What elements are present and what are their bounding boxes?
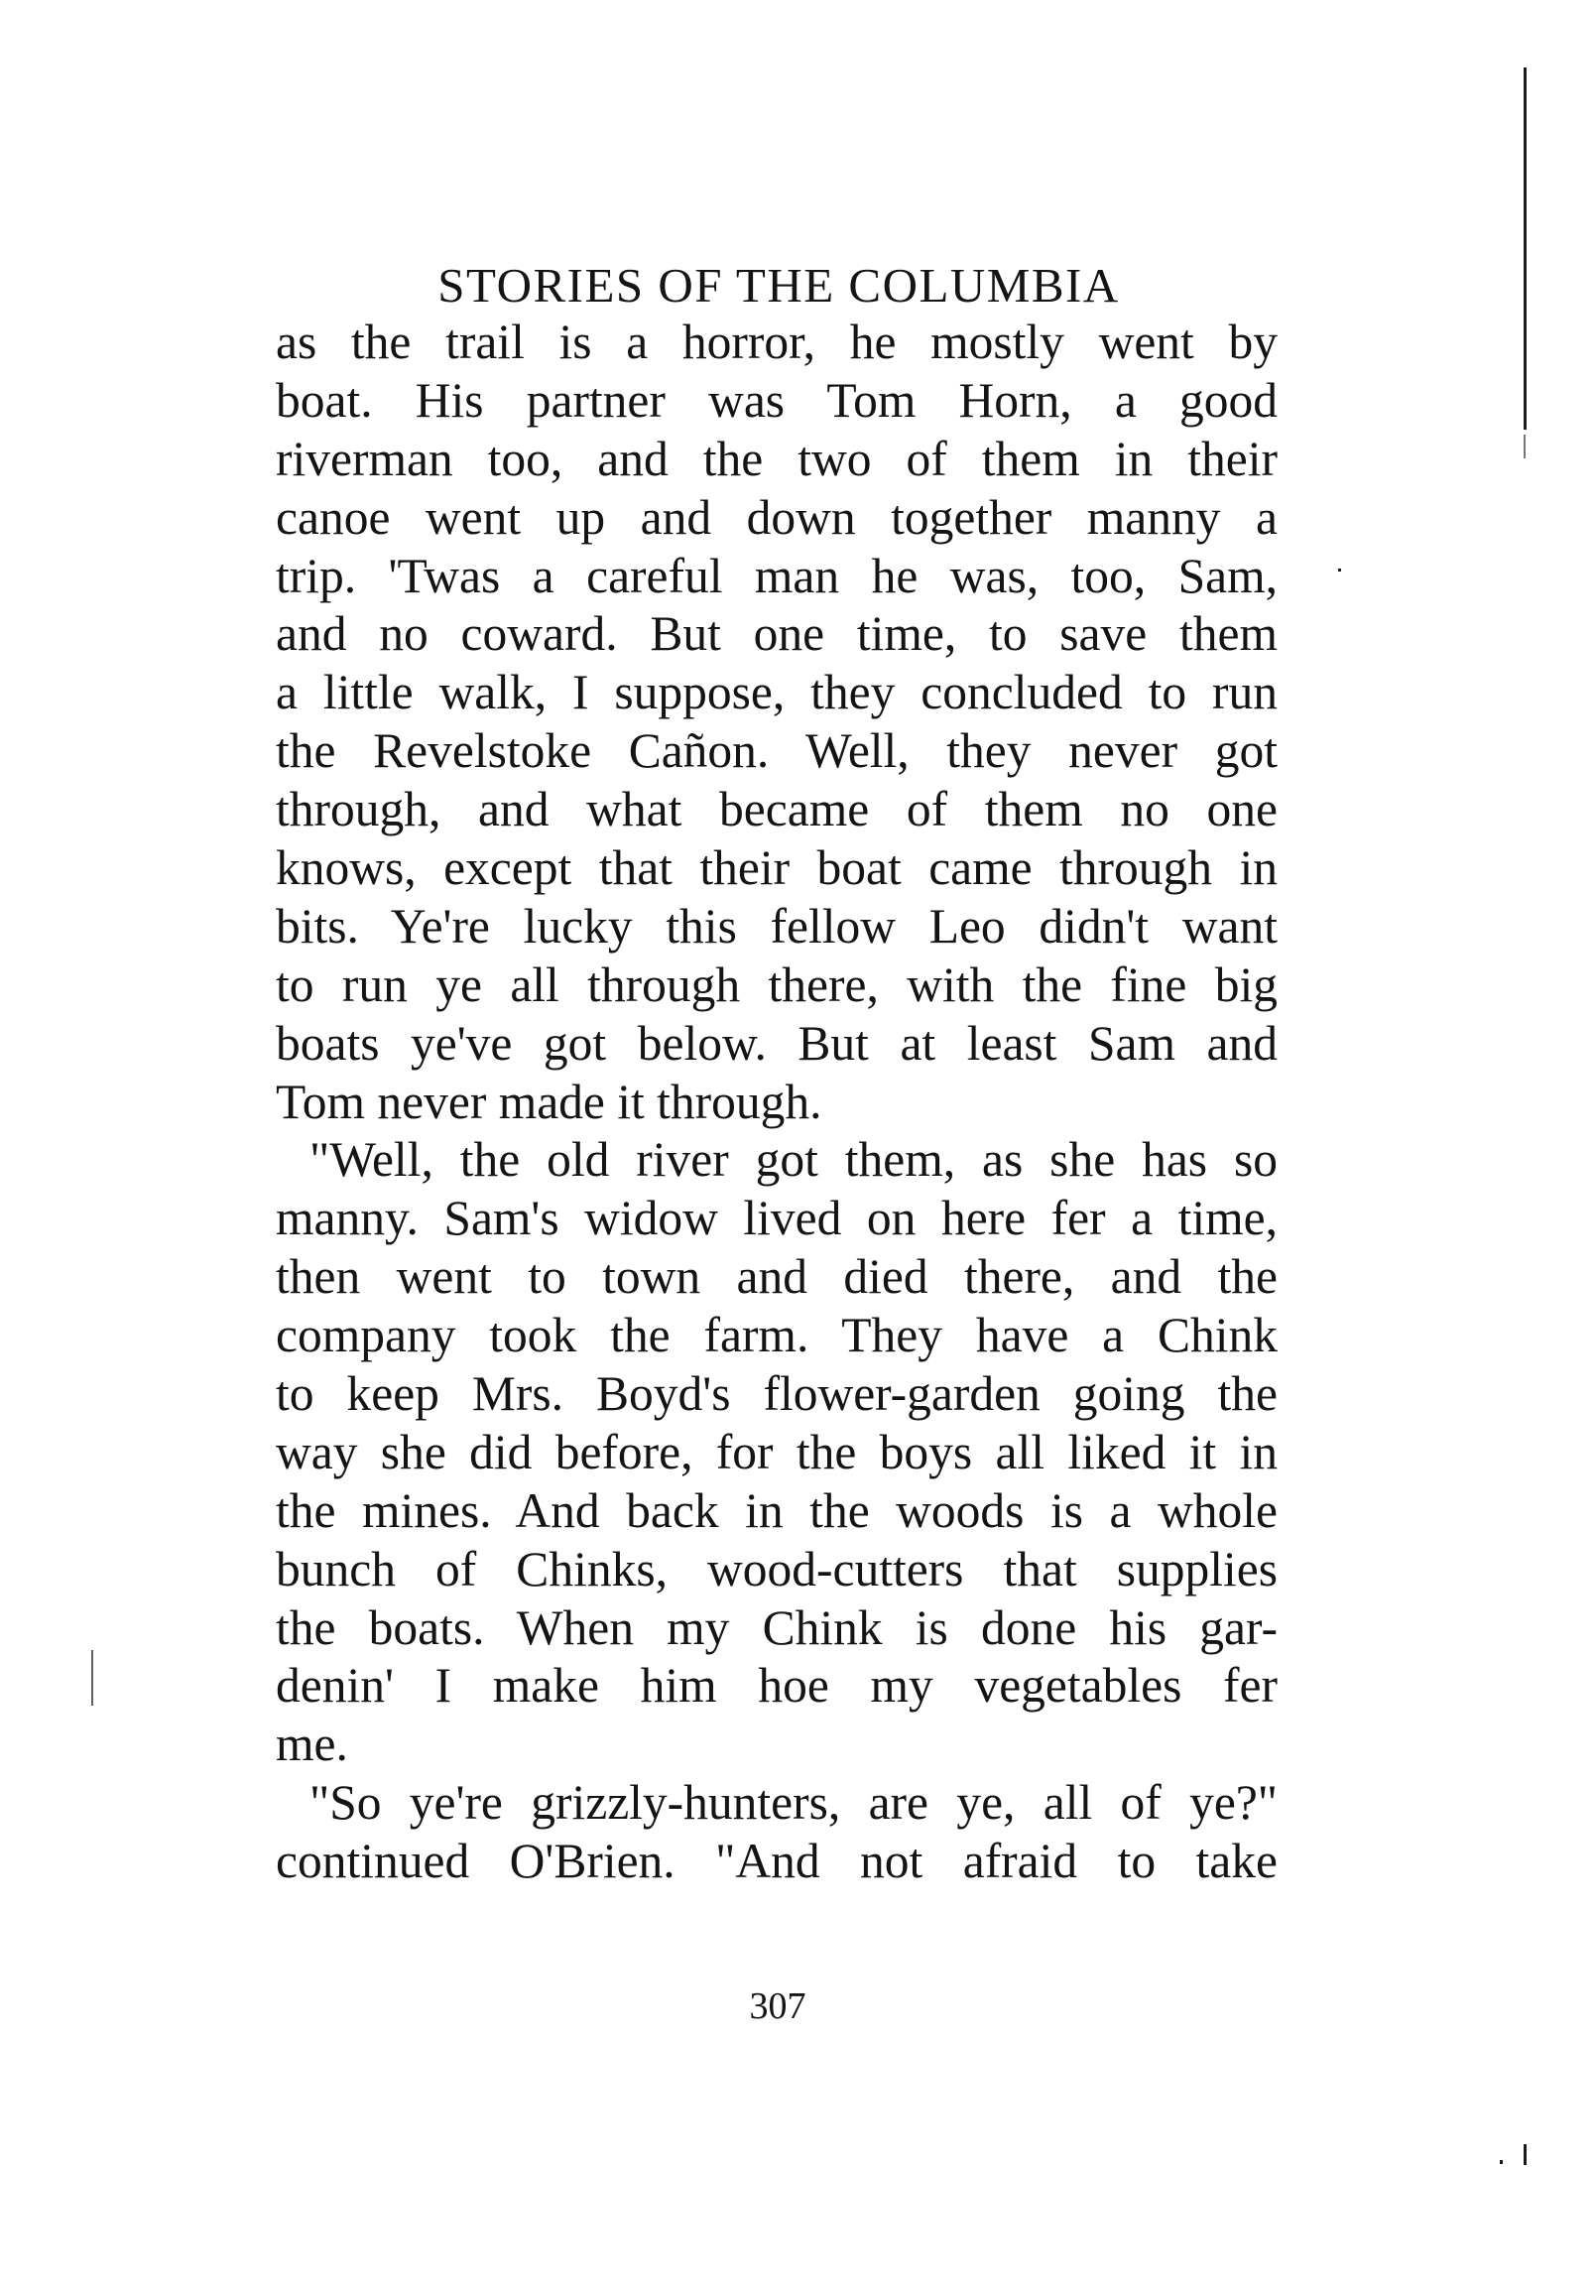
text-line: bits. Ye're lucky this fellow Leo didn't want xyxy=(276,898,1278,954)
text-line: then went to town and died there, and the xyxy=(276,1249,1278,1305)
text-line: way she did before, for the boys all liked it in xyxy=(276,1424,1278,1479)
paragraph-first-line: "Well, the old river got them, as she has so xyxy=(309,1132,1278,1188)
text-line: as the trail is a horror, he mostly went by xyxy=(276,315,1278,369)
text-line: boat. His partner was Tom Horn, a good xyxy=(276,372,1278,428)
text-line: canoe went up and down together manny a xyxy=(276,489,1278,545)
scan-edge-line xyxy=(91,1650,93,1706)
text-line: Tom never made it through. xyxy=(276,1074,822,1129)
text-line: denin' I make him hoe my vegetables fer xyxy=(276,1658,1278,1714)
text-line: company took the farm. They have a Chink xyxy=(276,1308,1278,1363)
text-line: trip. 'Twas a careful man he was, too, Sam, xyxy=(276,548,1278,603)
text-line: the mines. And back in the woods is a whole xyxy=(276,1482,1278,1538)
text-line: through, and what became of them no one xyxy=(276,782,1278,837)
text-line: to run ye all through there, with the fine big xyxy=(276,957,1278,1012)
running-title: STORIES OF THE COLUMBIA xyxy=(437,258,1120,313)
text-line: knows, except that their boat came through in xyxy=(276,840,1278,896)
text-line: to keep Mrs. Boyd's flower-garden going the xyxy=(276,1366,1278,1422)
scan-edge-line xyxy=(1524,2144,1527,2165)
text-line: boats ye've got below. But at least Sam and xyxy=(276,1015,1278,1071)
text-line: continued O'Brien. "And not afraid to take xyxy=(276,1834,1278,1889)
paragraph-first-line: "So ye're grizzly-hunters, are ye, all of ye?" xyxy=(309,1775,1278,1831)
text-line: me. xyxy=(276,1717,348,1772)
page-number: 307 xyxy=(749,1985,806,2027)
text-line: bunch of Chinks, wood-cutters that supplies xyxy=(276,1541,1278,1596)
text-line: riverman too, and the two of them in their xyxy=(276,431,1278,486)
scan-speck xyxy=(1338,569,1341,572)
body-text xyxy=(276,314,1278,1891)
scan-edge-line xyxy=(1524,67,1527,430)
text-line: and no coward. But one time, to save them xyxy=(276,606,1278,662)
text-line: a little walk, I suppose, they concluded to run xyxy=(276,665,1278,720)
text-line: the boats. When my Chink is done his gar- xyxy=(276,1599,1278,1655)
scan-edge-line xyxy=(1524,435,1526,458)
text-line: the Revelstoke Cañon. Well, they never got xyxy=(276,723,1278,779)
text-line: manny. Sam's widow lived on here fer a time, xyxy=(276,1191,1278,1246)
scan-speck xyxy=(1500,2160,1503,2164)
